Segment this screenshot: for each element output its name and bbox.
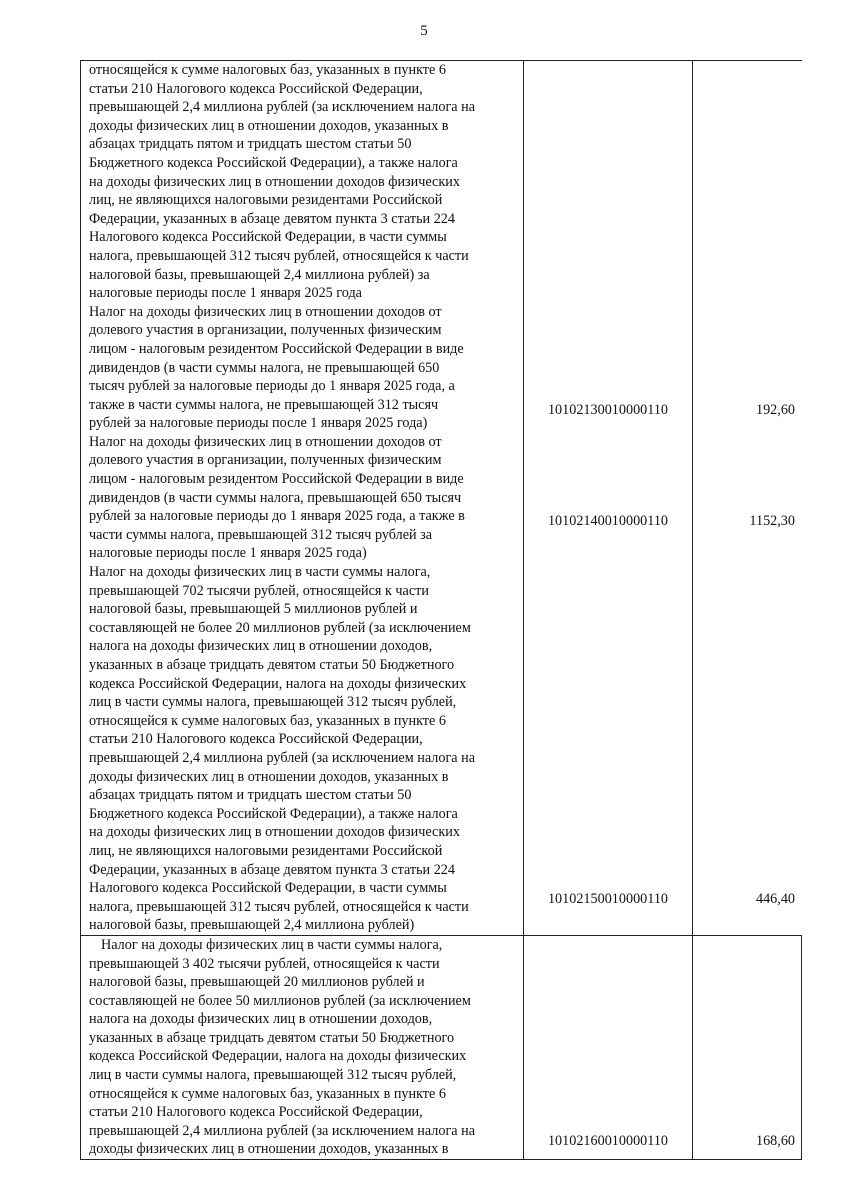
amount-value: 446,40 [755,891,795,907]
text-line: лиц, не являющихся налоговыми резидентами Российской [89,842,443,859]
text-line: статьи 210 Налогового кодекса Российской Федерации, [89,80,423,97]
amount-value: 192,60 [755,402,795,418]
text-line: налога, превышающей 312 тысяч рублей, относящейся к части [89,898,469,915]
text-block [89,61,519,303]
text-line: Налогового кодекса Российской Федерации, в части суммы [89,880,447,897]
text-line: указанных в абзаце тридцать девятом статьи 50 Бюджетного [89,657,455,673]
text-line: налоговой базы, превышающей 2,4 миллиона рублей) за [89,266,430,283]
text-line: Налог на доходы физических лиц в части суммы налога, [89,564,431,581]
description-text [81,61,523,935]
amount-cell [693,61,802,936]
text-line: рублей за налоговые периоды до 1 января 2025 года, а также в [89,508,465,525]
text-line: Бюджетного кодекса Российской Федерации), а также налога [89,154,458,171]
code-cell [524,935,693,1159]
description-cell [81,935,524,1159]
text-line: Налог на доходы физических лиц в отношении доходов от [89,433,442,450]
amount-cell [693,935,802,1159]
text-line: превышающей 2,4 миллиона рублей (за исключением налога на [89,99,475,116]
text-line: составляющей не более 20 миллионов рублей (за исключением [89,619,471,636]
text-line: налога на доходы физических лиц в отношении доходов, [89,1011,433,1028]
text-line: налоговые периоды после 1 января 2025 года) [89,545,367,562]
text-line: дивидендов (в части суммы налога, превышающей 650 тысяч [89,489,462,506]
text-line: Федерации, указанных в абзаце девятом пункта 3 статьи 224 [89,861,455,878]
text-line: составляющей не более 50 миллионов рублей (за исключением [89,992,471,1009]
text-line: налоговой базы, превышающей 5 миллионов рублей и [89,601,418,618]
text-line: части суммы налога, превышающей 312 тысяч рублей за [89,526,433,543]
text-line: на доходы физических лиц в отношении доходов физических [89,173,460,190]
text-line: на доходы физических лиц в отношении доходов физических [89,824,460,841]
code-cell [524,61,693,936]
budget-table [80,60,802,1160]
text-block [89,303,519,433]
text-line: превышающей 2,4 миллиона рублей (за исключением налога на [89,1122,475,1139]
text-line: лицом - налоговым резидентом Российской Федерации в виде [89,471,464,488]
text-line: относящейся к сумме налоговых баз, указанных в пункте 6 [89,712,446,729]
amount-value: 168,60 [755,1132,795,1149]
text-line: абзацах тридцать пятом и тридцать шестом статьи 50 [89,136,412,153]
budget-code: 10102150010000110 [547,891,669,907]
text-line: Бюджетного кодекса Российской Федерации), а также налога [89,805,458,822]
table-row [81,935,802,1159]
text-line: налоговые периоды после 1 января 2025 года [89,285,362,302]
description-text [81,936,523,1159]
text-block [89,936,519,1159]
text-line: доходы физических лиц в отношении доходов, указанных в [89,768,449,785]
budget-code: 10102130010000110 [547,402,669,418]
text-line: долевого участия в организации, полученных физическим [89,452,442,469]
text-line: доходы физических лиц в отношении доходов, указанных в [89,117,449,134]
text-line: долевого участия в организации, полученных физическим [89,322,442,339]
text-line: превышающей 2,4 миллиона рублей (за исключением налога на [89,749,475,766]
budget-code: 10102140010000110 [547,513,669,529]
text-line: Налог на доходы физических лиц в части суммы налога, [101,936,443,953]
text-line: абзацах тридцать пятом и тридцать шестом статьи 50 [89,787,412,804]
budget-code: 10102160010000110 [547,1132,669,1149]
text-line: относящейся к сумме налоговых баз, указанных в пункте 6 [89,62,446,78]
text-block [89,563,519,935]
text-line: также в части суммы налога, не превышающей 312 тысяч [89,396,439,413]
text-block [89,433,519,563]
amount-value: 1152,30 [749,513,795,529]
text-line: налоговой базы, превышающей 2,4 миллиона рублей) [89,917,415,934]
text-line: превышающей 702 тысячи рублей, относящейся к части [89,582,429,599]
page-number: 5 [420,23,428,39]
text-line: статьи 210 Налогового кодекса Российской Федерации, [89,731,423,748]
text-line: лиц в части суммы налога, превышающей 312 тысяч рублей, [89,694,457,711]
text-line: Налог на доходы физических лиц в отношении доходов от [89,303,442,320]
text-line: кодекса Российской Федерации, налога на доходы физических [89,675,467,692]
text-line: налога на доходы физических лиц в отношении доходов, [89,638,433,655]
text-line: рублей за налоговые периоды после 1 января 2025 года) [89,415,428,432]
text-line: превышающей 3 402 тысячи рублей, относящейся к части [89,955,440,972]
text-line: статьи 210 Налогового кодекса Российской Федерации, [89,1104,423,1121]
text-line: тысяч рублей за налоговые периоды до 1 января 2025 года, а [89,378,455,395]
text-line: налоговой базы, превышающей 20 миллионов рублей и [89,974,425,991]
text-line: доходы физических лиц в отношении доходов, указанных в [89,1141,449,1158]
text-line: относящейся к сумме налоговых баз, указанных в пункте 6 [89,1085,446,1102]
description-cell [81,61,524,936]
text-line: Федерации, указанных в абзаце девятом пункта 3 статьи 224 [89,210,455,227]
table-row [81,61,802,936]
text-line: Налогового кодекса Российской Федерации, в части суммы [89,229,447,246]
text-line: указанных в абзаце тридцать девятом статьи 50 Бюджетного [89,1029,455,1046]
text-line: лиц, не являющихся налоговыми резидентами Российской [89,192,443,209]
text-line: дивидендов (в части суммы налога, не превышающей 650 [89,359,440,376]
text-line: лицом - налоговым резидентом Российской Федерации в виде [89,340,464,357]
text-line: лиц в части суммы налога, превышающей 312 тысяч рублей, [89,1067,457,1084]
text-line: налога, превышающей 312 тысяч рублей, относящейся к части [89,247,469,264]
text-line: кодекса Российской Федерации, налога на доходы физических [89,1048,467,1065]
